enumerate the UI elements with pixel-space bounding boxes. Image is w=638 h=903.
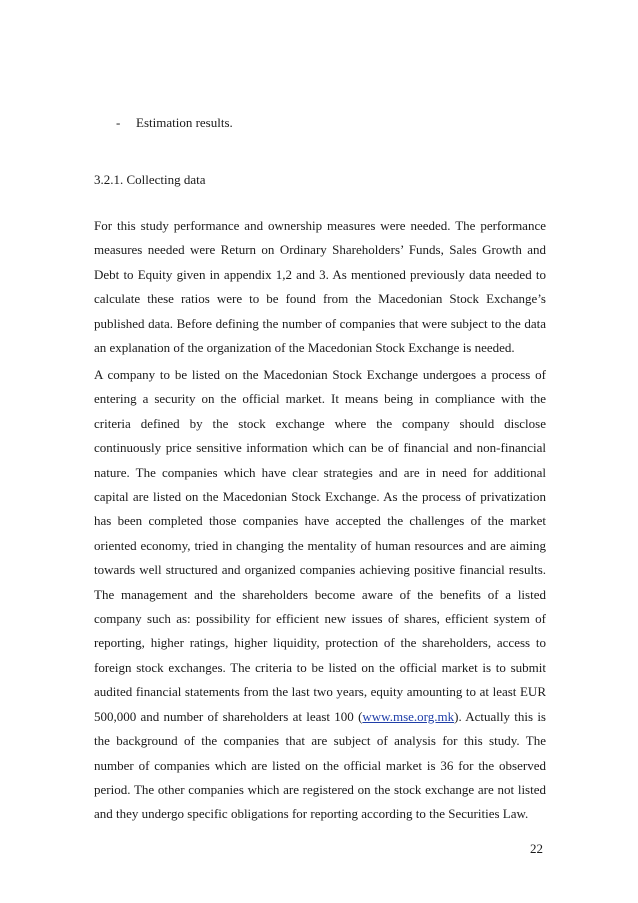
- paragraph-text-before-link: A company to be listed on the Macedonian Stock Exchange undergoes a process of entering a security on the official market. It means being in compliance with the criteria defined by the stock exchange where the company should disclose continuously price sensitive information which can be of financial and non-financial nature. The companies which have clear strategies and are in need for additional capital are listed on the Macedonian Stock Exchange. As the process of privatization has been completed those companies have accepted the challenges of the market oriented economy, tried in changing the mentality of human resources and are aiming towards well structured and organized companies achieving positive financial results. The management and the shareholders become aware of the benefits of a listed company such as: possibility for efficient new issues of shares, efficient system of reporting, higher ratings, higher liquidity, protection of the shareholders, access to foreign stock exchanges. The criteria to be listed on the official market is to submit audited financial statements from the last two years, equity amounting to at least EUR 500,000 and number of shareholders at least 100 (: [94, 367, 546, 724]
- paragraph-collecting-data: For this study performance and ownership measures were needed. The performance measures needed were Return on Ordinary Shareholders’ Funds, Sales Growth and Debt to Equity given in appendix 1,2 and 3. As mentioned previously data needed to calculate these ratios were to be found from the Macedonian Stock Exchange’s published data. Before defining the number of companies that were subject to the data an explanation of the organization of the Macedonian Stock Exchange is needed.: [94, 218, 546, 356]
- section-heading: 3.2.1. Collecting data: [94, 172, 206, 187]
- page-number: 22: [530, 841, 543, 856]
- bullet-text: Estimation results.: [136, 115, 233, 130]
- mse-website-link[interactable]: www.mse.org.mk: [362, 708, 455, 724]
- bullet-marker: -: [116, 115, 121, 130]
- paragraph-text-after-link: ). Actually this is the background of the companies that are subject of analysis for this study. The number of companies which are listed on the official market is 36 for the observed period. The other companies which are registered on the stock exchange are not listed and they undergo specific obligations for reporting according to the Securities Law.: [94, 708, 546, 822]
- bullet-item: [116, 114, 233, 132]
- paragraph-listing-criteria: [94, 363, 546, 827]
